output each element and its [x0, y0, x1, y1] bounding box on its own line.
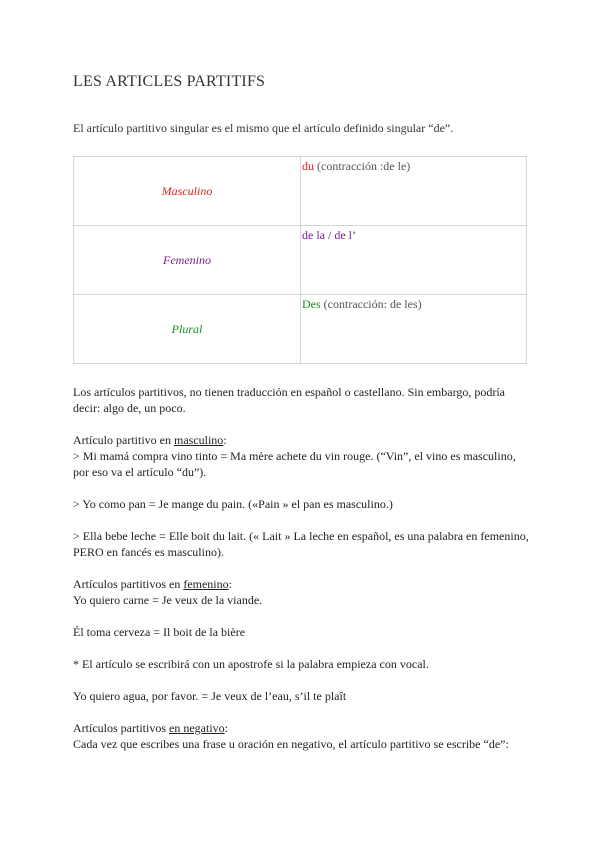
negativo-heading-link: en negativo — [169, 721, 225, 735]
intro-text: El artículo partitivo singular es el mismo que el artículo definido singular “de”. — [73, 121, 454, 135]
table-row — [74, 226, 527, 295]
masculino-example-1: > Mi mamá compra vino tinto = Ma mère achete du vin rouge. (“Vin”, el vino es masculino, por eso va el artículo “du”). — [73, 449, 516, 479]
plural-label: Plural — [74, 295, 301, 364]
negativo-explanation: Cada vez que escribes una frase u oración en negativo, el artículo partitivo se escribe “de”: — [73, 737, 509, 751]
plural-note: (contracción: de les) — [320, 297, 422, 311]
table-row — [74, 295, 527, 364]
document-body — [73, 384, 533, 752]
masculino-heading-prefix: Artículo partitivo en — [73, 433, 174, 447]
femenino-example-1: Yo quiero carne = Je veux de la viande. — [73, 593, 263, 607]
masculino-heading-link: masculino — [173, 433, 224, 447]
masculino-article: du — [302, 159, 314, 173]
masculino-value — [301, 157, 527, 226]
table-row — [74, 157, 527, 226]
paragraph-negativo — [73, 720, 533, 752]
partitive-articles-table — [73, 156, 527, 364]
plural-value — [301, 295, 527, 364]
paragraph-translation: Los artículos partitivos, no tienen traducción en español o castellano. Sin embargo, podría decir: algo de, un poco. — [73, 385, 505, 415]
masculino-example-2: > Yo como pan = Je mange du pain. («Pain » el pan es masculino.) — [73, 497, 393, 511]
masculino-example-3: > Ella bebe leche = Elle boit du lait. (« Lait » La leche en español, es una palabra en femenino, PERO en fancés es masculino). — [73, 529, 529, 559]
apostrophe-example: Yo quiero agua, por favor. = Je veux de l’eau, s’il te plaît — [73, 689, 347, 703]
femenino-heading-suffix: : — [228, 577, 232, 591]
apostrophe-note: * El artículo se escribirá con un apostrofe si la palabra empieza con vocal. — [73, 657, 429, 671]
masculino-note: (contracción :de le) — [314, 159, 411, 173]
femenino-label: Femenino — [74, 226, 301, 295]
masculino-heading-suffix: : — [223, 433, 227, 447]
femenino-article: de la / de l’ — [302, 228, 356, 242]
negativo-heading-suffix: : — [224, 721, 228, 735]
femenino-example-2: Él toma cerveza = Il boit de la bière — [73, 625, 246, 639]
femenino-heading-prefix: Artículos partitivos en — [73, 577, 184, 591]
paragraph-femenino — [73, 576, 533, 608]
page-title: LES ARTICLES PARTITIFS — [73, 73, 266, 90]
negativo-heading-prefix: Artículos partitivos — [73, 721, 169, 735]
femenino-value — [301, 226, 527, 295]
masculino-label: Masculino — [74, 157, 301, 226]
femenino-heading-link: femenino — [183, 577, 229, 591]
paragraph-masculino — [73, 432, 533, 480]
plural-article: Des — [302, 297, 321, 311]
